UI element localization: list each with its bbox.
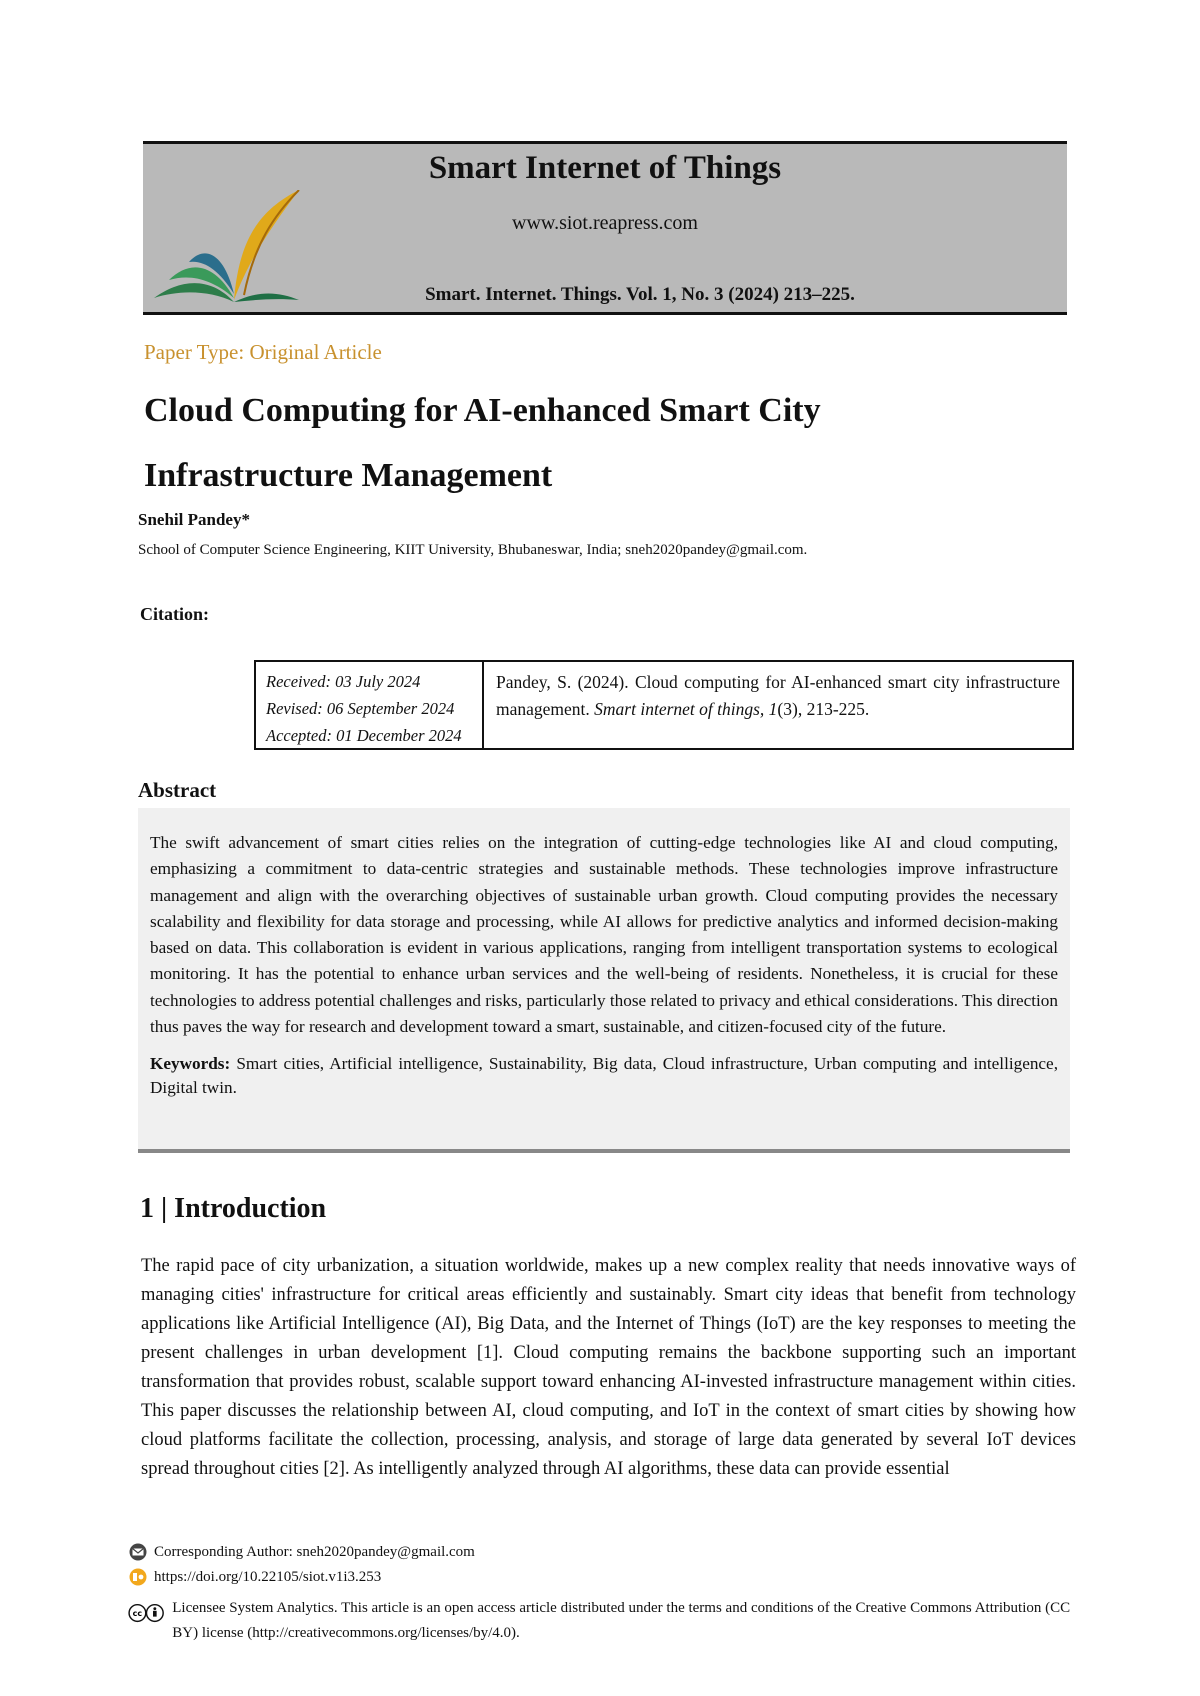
cc-by-icon xyxy=(128,1600,164,1626)
author-name: Snehil Pandey* xyxy=(138,510,250,529)
license-text: Licensee System Analytics. This article is an open access article distributed under the terms and conditions of the Creative Commons Attribution (CC BY) license (http://creativecommons.org/licenses/by/4.0). xyxy=(172,1600,1071,1641)
citation-journal: Smart internet of things, 1 xyxy=(594,699,778,719)
section-heading-introduction: 1 | Introduction xyxy=(140,1193,327,1224)
paper-title xyxy=(144,378,1044,508)
accepted-date: Accepted: 01 December 2024 xyxy=(266,726,462,745)
citation-plain: Pandey, S. (2024). Cloud computing for AI-enhanced smart city infrastructure management. xyxy=(496,672,1060,719)
dates-cell xyxy=(256,662,484,748)
paper-title-line1: Cloud Computing for AI-enhanced Smart City xyxy=(144,392,821,429)
envelope-icon xyxy=(128,1543,148,1561)
doi-line xyxy=(128,1568,381,1586)
journal-header-banner xyxy=(143,141,1067,315)
author-affiliation: School of Computer Science Engineering, KIIT University, Bhubaneswar, India; sneh2020pandey@gmail.com. xyxy=(138,542,808,558)
revised-date: Revised: 06 September 2024 xyxy=(266,699,455,718)
journal-reference: Smart. Internet. Things. Vol. 1, No. 3 (2024) 213–225. xyxy=(425,284,855,305)
abstract-heading: Abstract xyxy=(138,778,217,802)
journal-title: Smart Internet of Things xyxy=(428,150,782,186)
abstract-text: The swift advancement of smart cities relies on the integration of cutting-edge technologies like AI and cloud computing, emphasizing a commitment to data-centric strategies and sustainable methods. These technologies improve infrastructure management and align with the overarching objectives of sustainable urban growth. Cloud computing provides the necessary scalability and flexibility for data storage and processing, while AI allows for predictive analytics and informed decision-making based on data. This collaboration is evident in various applications, ranging from intelligent transportation systems to ecological monitoring. It has the potential to enhance urban services and the well-being of residents. Nonetheless, it is crucial for these technologies to address potential challenges and risks, particularly those related to privacy and ethical considerations. This direction thus paves the way for research and development toward a smart, sustainable, and citizen-focused city of the future. xyxy=(150,833,1058,1037)
citation-issue: (3), 213-225. xyxy=(777,699,870,719)
keywords-label: Keywords: xyxy=(150,1054,231,1074)
doi-icon xyxy=(128,1568,148,1586)
abstract-box xyxy=(138,808,1070,1153)
paper-title-line2: Infrastructure Management xyxy=(144,457,553,494)
citation-text xyxy=(484,662,1072,748)
received-date: Received: 03 July 2024 xyxy=(266,672,421,691)
svg-text:cc: cc xyxy=(132,1608,143,1618)
corresponding-author: Corresponding Author: sneh2020pandey@gmail.com xyxy=(154,1543,475,1560)
corresponding-author-line xyxy=(128,1543,475,1561)
introduction-text: The rapid pace of city urbanization, a situation worldwide, makes up a new complex reality that needs innovative ways of managing cities' infrastructure for critical areas efficiently and sustainably. Smart city ideas that benefit from technology applications like Artificial Intelligence (AI), Big Data, and the Internet of Things (IoT) are the key responses to meeting the present challenges in urban development [1]. Cloud computing remains the backbone supporting such an important transformation that provides robust, scalable support toward enhancing AI-invested infrastructure management within cities. This paper discusses the relationship between AI, cloud computing, and IoT in the context of smart cities by showing how cloud platforms facilitate the collection, processing, analysis, and storage of large data generated by several IoT devices spread throughout cities [2]. As intelligently analyzed through AI algorithms, these data can provide essential xyxy=(141,1256,1076,1479)
license-line xyxy=(128,1596,1078,1646)
citation-box xyxy=(254,660,1074,750)
keywords-list: Smart cities, Artificial intelligence, Sustainability, Big data, Cloud infrastructure, Urban computing and intelligence, Digital twin. xyxy=(150,1054,1058,1098)
paper-type: Paper Type: Original Article xyxy=(144,340,382,364)
doi-link[interactable]: https://doi.org/10.22105/siot.v1i3.253 xyxy=(154,1568,382,1585)
journal-url[interactable]: www.siot.reapress.com xyxy=(512,212,698,234)
keywords xyxy=(150,1052,1058,1100)
citation-label: Citation: xyxy=(140,604,209,624)
